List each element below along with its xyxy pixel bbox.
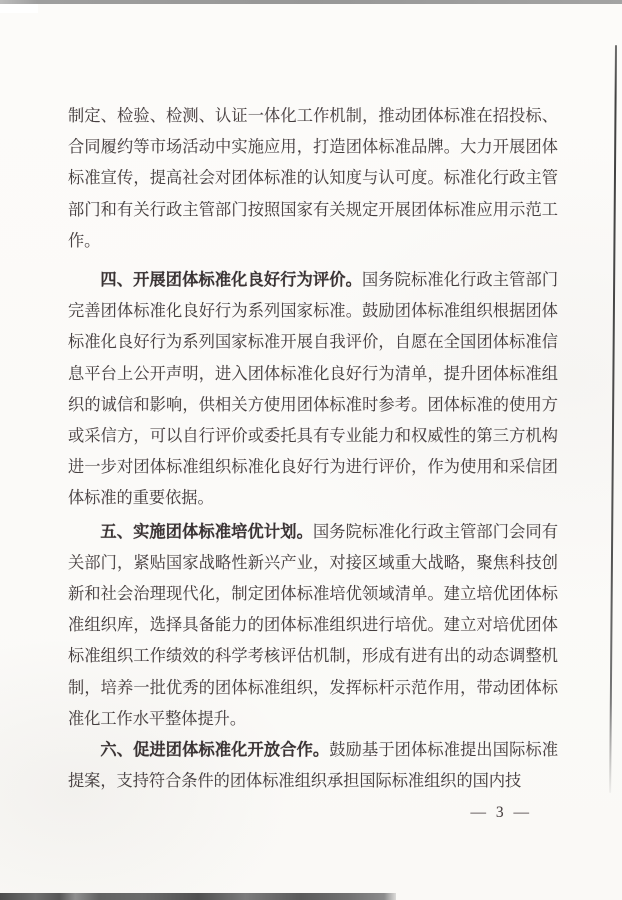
scan-bottom-edge-shadow bbox=[0, 893, 396, 900]
paragraph-text: 制定、检验、检测、认证一体化工作机制，推动团体标准在招投标、合同履约等市场活动中实施应用，打造团体标准品牌。大力开展团体标准宣传，提高社会对团体标准的认知度与认可度。标准化行政主管部门和有关行政主管部门按照国家有关规定开展团体标准应用示范工作。 bbox=[68, 107, 558, 250]
paragraph-heading: 六、促进团体标准化开放合作。 bbox=[100, 741, 330, 760]
paragraph bbox=[68, 265, 558, 515]
paragraph-text: 国务院标准化行政主管部门完善团体标准化良好行为系列国家标准。鼓励团体标准组织根据团体标准化良好行为系列国家标准开展自我评价，自愿在全国团体标准信息平台上公开声明，进入团体标准化良好行为清单，提升团体标准组织的诚信和影响，供相关方使用团体标准时参考。团体标准的使用方或采信方，可以自行评价或委托具有专业能力和权威性的第三方机构进一步对团体标准组织标准化良好行为进行评价，作为使用和采信团体标准的重要依据。 bbox=[68, 271, 559, 508]
paragraph bbox=[68, 101, 558, 257]
scan-top-left-notch bbox=[0, 4, 38, 13]
scan-right-edge-shadow bbox=[609, 45, 617, 793]
paragraph bbox=[68, 735, 558, 797]
paragraph-text: 国务院标准化行政主管部门会同有关部门，紧贴国家战略性新兴产业，对接区域重大战略，聚焦科技创新和社会治理现代化，制定团体标准培优领域清单。建立培优团体标准组织库，选择具备能力的团体标准组织进行培优。建立对培优团体标准组织工作绩效的科学考核评估机制，形成有进有出的动态调整机制，培养一批优秀的团体标准组织，发挥标杆示范作用，带动团体标准化工作水平整体提升。 bbox=[68, 522, 559, 728]
page-number: — 3 — bbox=[470, 804, 532, 821]
paragraph bbox=[68, 517, 558, 735]
paragraph-heading: 五、实施团体标准培优计划。 bbox=[100, 522, 313, 541]
paragraph-heading: 四、开展团体标准化良好行为评价。 bbox=[100, 271, 362, 290]
scan-top-edge-shadow bbox=[0, 0, 622, 4]
paragraph-text: 鼓励基于团体标准提出国际标准提案，支持符合条件的团体标准组织承担国际标准组织的国内技 bbox=[68, 741, 559, 791]
document-body bbox=[68, 101, 558, 797]
